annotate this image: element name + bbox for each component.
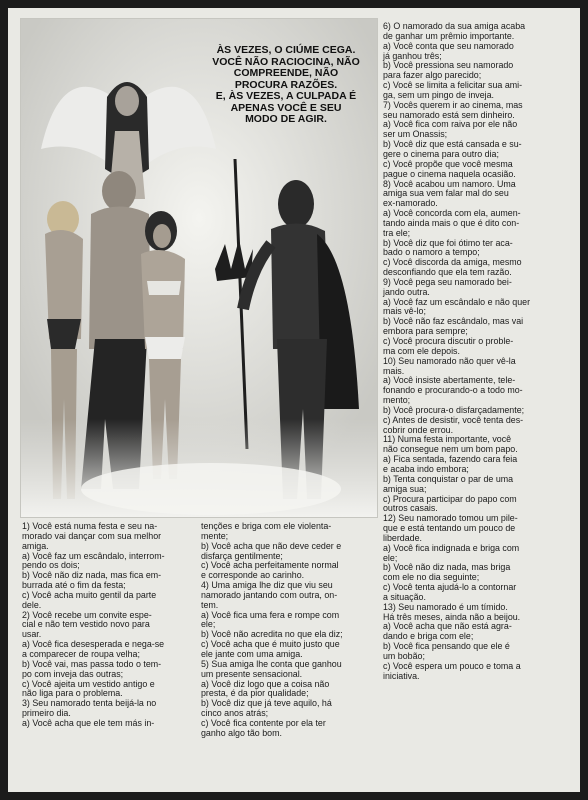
text-line: a) Você diz logo que a coisa não: [201, 678, 330, 689]
text-line: de ganhar um prêmio importante.: [383, 30, 515, 41]
text-line: a) Você fica indignada e briga com: [383, 542, 520, 553]
text-line: a situação.: [383, 591, 426, 602]
text-line: b) Tenta conquistar o par de uma: [383, 473, 514, 484]
text-line: gere o cinema para outro dia;: [383, 148, 499, 159]
text-line: b) Você diz que foi ótimo ter aca-: [383, 237, 513, 248]
text-line: c) Você ajeita um vestido antigo e: [22, 678, 155, 689]
text-line: dando e briga com ele;: [383, 631, 474, 642]
text-line: 9) Você pega seu namorado bei-: [383, 276, 512, 287]
headline-line: MODO DE AGIR.: [245, 113, 327, 125]
text-line: com ele no dia seguinte;: [383, 572, 480, 583]
text-line: ele;: [383, 552, 398, 563]
text-line: tando ainda mais o que é dito con-: [383, 217, 520, 228]
text-line: tem.: [201, 599, 219, 610]
text-line: b) Você vai, mas passa todo o tem-: [22, 658, 162, 669]
text-line: po com inveja das outras;: [22, 668, 124, 679]
text-line: c) Você fica contente por ela ter: [201, 717, 326, 728]
column-right: [383, 22, 575, 682]
text-line: mente;: [201, 530, 229, 541]
text-line: para fazer algo parecido;: [383, 70, 482, 81]
text-line: outros casais.: [383, 503, 438, 514]
text-line: cobrir onde errou.: [383, 424, 454, 435]
text-line: ex-namorado.: [383, 198, 438, 209]
text-line: ga, sem um pingo de inveja.: [383, 89, 495, 100]
text-line: b) Você procura-o disfarçadamente;: [383, 404, 525, 415]
text-line: c) Você acha que é muito justo que: [201, 639, 340, 650]
photo: [20, 18, 378, 518]
text-line: e acaba indo embora;: [383, 463, 469, 474]
text-line: 1) Você está numa festa e seu na-: [22, 521, 158, 531]
text-line: c) Você acha muito gentil da parte: [22, 589, 157, 600]
text-line: c) Você espera um pouco e toma a: [383, 660, 521, 671]
text-line: a) Você fica desesperada e nega-se: [22, 639, 165, 650]
text-line: mais.: [383, 365, 405, 376]
magazine-page: [8, 8, 580, 792]
text-line: disfarça gentilmente;: [201, 550, 283, 561]
text-line: amiga.: [22, 540, 49, 551]
text-line: amiga sua;: [383, 483, 427, 494]
text-line: a) Você conta que seu namorado: [383, 40, 514, 51]
text-line: iniciativa.: [383, 670, 420, 681]
text-line: presta, é da pior qualidade;: [201, 688, 309, 699]
text-line: um presente sensacional.: [201, 668, 303, 679]
text-line: não consegue nem um bom papo.: [383, 444, 518, 455]
text-line: bado o namoro a tempo;: [383, 247, 480, 258]
headline: [193, 45, 378, 126]
text-line: a comparecer de roupa velha;: [22, 648, 140, 659]
text-line: c) Você se limita a felicitar sua ami-: [383, 80, 523, 91]
text-line: liberdade.: [383, 532, 422, 543]
text-line: seu namorado está sem dinheiro.: [383, 109, 515, 120]
text-line: a) Você acha que não está agra-: [383, 621, 512, 632]
text-line: b) Você diz que já teve aquilo, há: [201, 698, 332, 709]
text-line: pague o cinema naquela ocasião.: [383, 168, 516, 179]
text-line: ma com ele depois.: [383, 345, 460, 356]
text-line: um bobão;: [383, 651, 425, 661]
headline-line: ÀS VEZES, O CIÚME CEGA.: [216, 44, 356, 56]
text-line: fonando e procurando-o a todo mo-: [383, 385, 523, 396]
text-line: mais vê-lo;: [383, 306, 426, 317]
text-line: 11) Numa festa importante, você: [383, 434, 512, 445]
headline-line: COMPREENDE, NÃO: [233, 67, 339, 79]
text-line: a) Você fica uma fera e rompe com: [201, 609, 340, 620]
text-line: já ganhou três;: [383, 50, 442, 61]
text-line: cial e não tem vestido novo para: [22, 619, 150, 630]
text-line: c) Você propõe que você mesma: [383, 158, 513, 169]
text-line: 8) Você acabou um namoro. Uma: [383, 178, 516, 189]
text-line: a) Você acha que ele tem más in-: [22, 717, 155, 728]
text-line: 7) Vocês querem ir ao cinema, mas: [383, 99, 523, 110]
text-line: primeiro dia.: [22, 708, 71, 719]
text-line: c) Você acha perfeitamente normal: [201, 560, 339, 571]
text-line: mento;: [383, 395, 411, 406]
text-line: b) Você não acredita no que ela diz;: [201, 629, 343, 640]
text-line: a) Você concorda com ela, aumen-: [383, 208, 521, 219]
headline-line: E, ÀS VEZES, A CULPADA É: [215, 90, 357, 102]
text-line: que e está tentando um pouco de: [383, 523, 516, 534]
text-line: b) Você pressiona seu namorado: [383, 60, 514, 71]
text-line: a) Fica sentada, fazendo cara feia: [383, 454, 518, 465]
text-line: embora para sempre;: [383, 326, 468, 337]
text-line: e corresponde ao carinho.: [201, 570, 305, 581]
text-line: burrada até o fim da festa;: [22, 580, 126, 591]
text-line: desconfiando que ela tem razão.: [383, 267, 512, 278]
text-line: a) Você faz um escândalo e não quer: [383, 296, 531, 307]
text-line: amiga sua vem falar mal do seu: [383, 188, 509, 199]
text-line: a) Você faz um escândalo, interrom-: [22, 550, 165, 561]
text-line: dele.: [22, 599, 42, 610]
headline-line: PROCURA RAZÕES.: [234, 78, 338, 91]
text-line: não liga para o problema.: [22, 688, 123, 699]
text-line: b) Você fica pensando que ele é: [383, 641, 510, 652]
text-line: ele jante com uma amiga.: [201, 648, 303, 659]
text-line: jando outra.: [383, 286, 430, 297]
text-line: Há três meses, ainda não a beijou.: [383, 611, 521, 622]
text-line: namorado jantando com outra, on-: [201, 589, 338, 600]
text-line: ganho algo tão bom.: [201, 727, 282, 738]
text-line: b) Você acha que não deve ceder e: [201, 540, 342, 551]
text-line: b) Você não diz nada, mas briga: [383, 562, 511, 573]
text-line: cinco anos atrás;: [201, 708, 269, 719]
headline-line: APENAS VOCÊ E SEU: [230, 101, 342, 114]
text-line: 4) Uma amiga lhe diz que viu seu: [201, 580, 333, 591]
text-line: c) Você procura discutir o proble-: [383, 336, 514, 346]
text-line: pendo os dois;: [22, 560, 80, 571]
text-line: tenções e briga com ele violenta-: [201, 521, 332, 531]
text-line: b) Você diz que está cansada e su-: [383, 139, 522, 150]
text-line: b) Você não faz escândalo, mas vai: [383, 316, 524, 327]
text-line: c) Antes de desistir, você tenta des-: [383, 414, 524, 425]
text-line: c) Você discorda da amiga, mesmo: [383, 257, 522, 268]
text-line: 6) O namorado da sua amiga acaba: [383, 21, 526, 31]
text-line: 12) Seu namorado tomou um pile-: [383, 513, 518, 524]
text-line: a) Você insiste abertamente, tele-: [383, 375, 516, 386]
headline-line: VOCÊ NÃO RACIOCINA, NÃO: [212, 55, 360, 68]
text-line: 5) Sua amiga lhe conta que ganhou: [201, 658, 342, 669]
text-line: tra ele;: [383, 227, 411, 238]
text-line: ser um Onassis;: [383, 129, 448, 140]
text-line: morado vai dançar com sua melhor: [22, 530, 162, 541]
text-line: usar.: [22, 629, 42, 640]
text-line: c) Você tenta ajudá-lo a contornar: [383, 582, 517, 593]
text-line: ele;: [201, 619, 216, 630]
column-bottom-left: [22, 522, 202, 729]
text-line: 2) Você recebe um convite espe-: [22, 609, 152, 620]
column-bottom-middle: [201, 522, 378, 739]
text-line: a) Você fica com raiva por ele não: [383, 119, 518, 130]
text-line: b) Você não diz nada, mas fica em-: [22, 570, 162, 581]
text-line: c) Procura participar do papo com: [383, 493, 517, 504]
text-line: 3) Seu namorado tenta beijá-la no: [22, 698, 157, 709]
text-line: 13) Seu namorado é um tímido.: [383, 601, 508, 612]
text-line: 10) Seu namorado não quer vê-la: [383, 355, 516, 366]
